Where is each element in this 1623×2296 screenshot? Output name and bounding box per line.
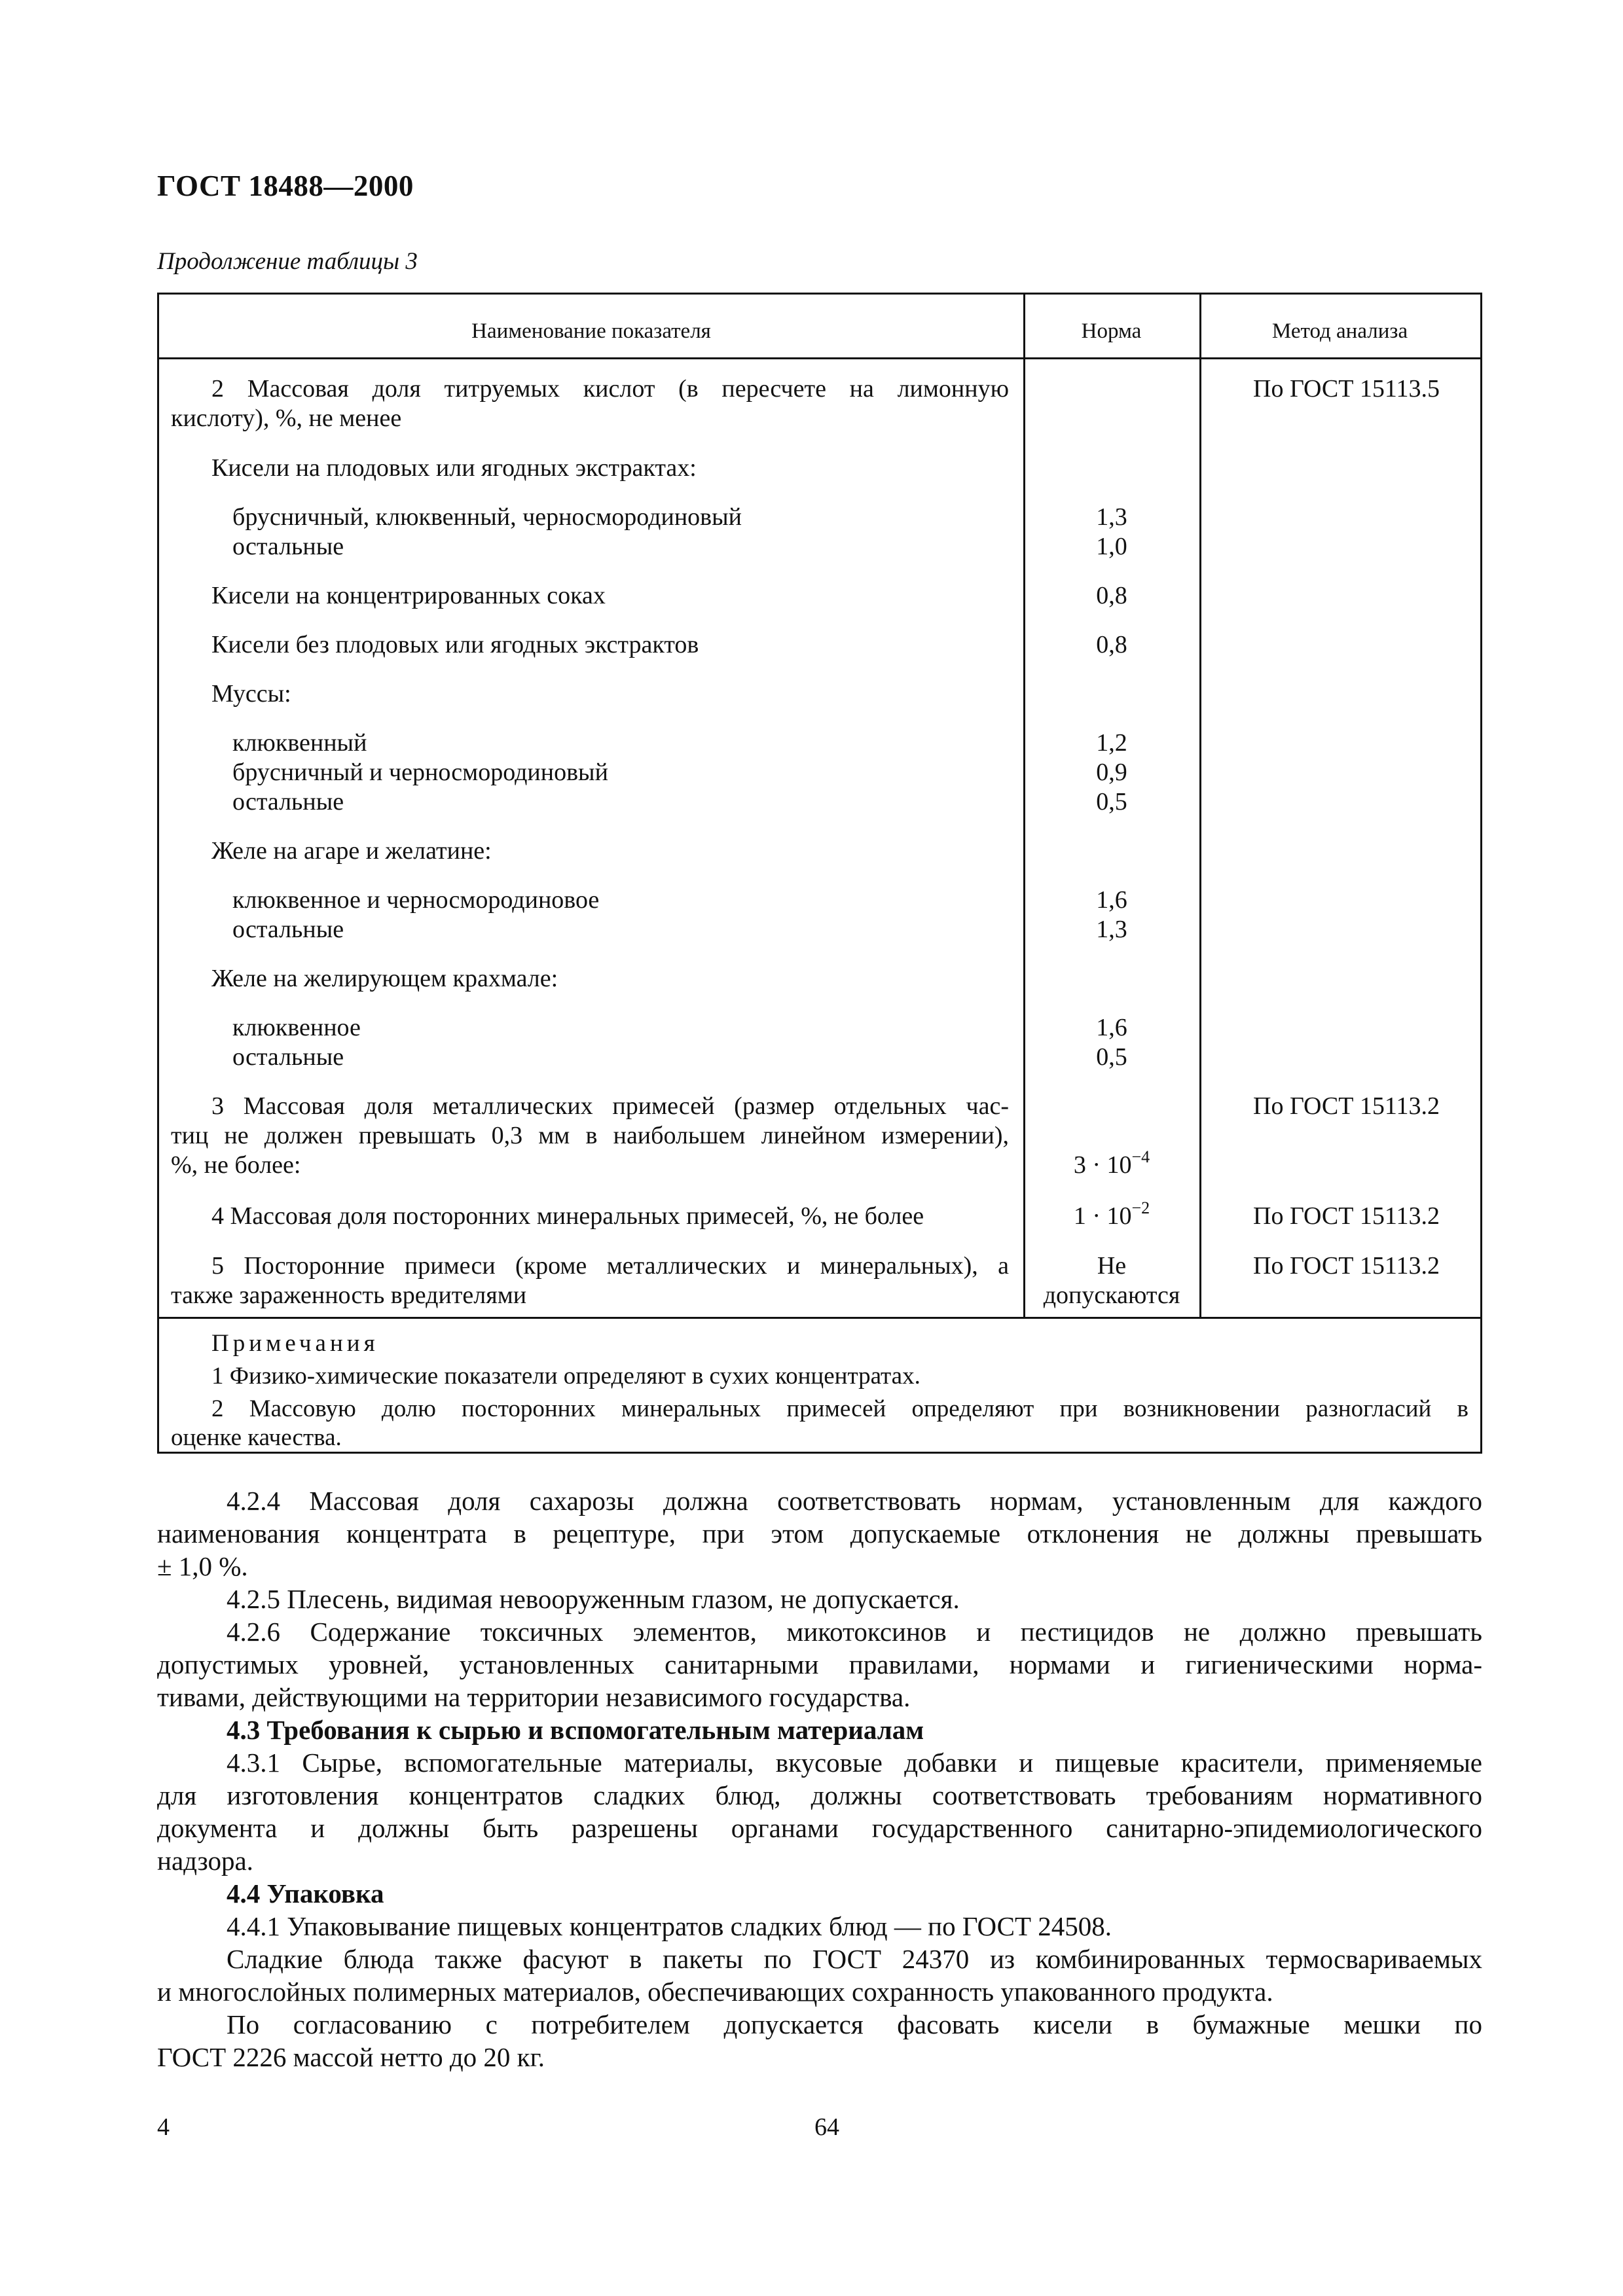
row3-line3: %, не более: (171, 1151, 301, 1179)
row3-method: По ГОСТ 15113.2 (1253, 1092, 1440, 1120)
row2-group1-item-b: остальные (232, 533, 344, 560)
row4-norm (1027, 1198, 1197, 1231)
row2-group5-item-a: клюквенное и черносмородиновое (232, 886, 600, 914)
notes-divider (159, 1317, 1480, 1319)
paragraph-4-2-5: 4.2.5 Плесень, видимая невооруженным глазом, не допускается. (227, 1584, 960, 1614)
paragraph-packaging-line1: Сладкие блюда также фасуют в пакеты по ГОСТ 24370 из комбинированных термосвариваемых (227, 1944, 1482, 1974)
row2-group4-norm-c: 0,5 (1096, 788, 1127, 816)
row2-line2: кислоту), %, не менее (171, 404, 402, 432)
row2-group2: Кисели на концентрированных соках (211, 582, 606, 609)
row3-norm-exponent: −4 (1131, 1147, 1150, 1166)
note-1: 1 Физико-химические показатели определяют в сухих концентратах. (211, 1363, 921, 1390)
row2-group6-item-b: остальные (232, 1043, 344, 1071)
row2-group5-item-b: остальные (232, 916, 344, 943)
paragraph-4-2-6-line3: тивами, действующими на территории независимого государства. (157, 1682, 911, 1712)
row4-norm-base: 1 · 10 (1073, 1202, 1132, 1230)
column-divider (1199, 295, 1201, 1317)
paragraph-4-2-6-line2: допустимых уровней, установленных санитарными правилами, нормами и гигиеническими норма- (157, 1649, 1482, 1679)
row2-group4-item-a: клюквенный (232, 729, 367, 757)
column-header-norm: Норма (1081, 319, 1142, 343)
row5-line2: также зараженность вредителями (171, 1282, 527, 1309)
row2-group6-item-a: клюквенное (232, 1014, 361, 1041)
row2-group4-item-b: брусничный и черносмородиновый (232, 759, 608, 786)
row2-group3: Кисели без плодовых или ягодных экстрактов (211, 631, 699, 658)
body-text (157, 1484, 1482, 2073)
row4-method: По ГОСТ 15113.2 (1253, 1202, 1440, 1230)
row5-norm-line2: допускаются (1043, 1282, 1180, 1309)
row2-group4-norm-a: 1,2 (1096, 729, 1127, 757)
note-2-line1: 2 Массовую долю посторонних минеральных примесей определяют при возникновении разногласий в (211, 1395, 1468, 1422)
column-header-method: Метод анализа (1271, 319, 1408, 343)
row3-norm (1027, 1147, 1197, 1180)
paragraph-4-4-1: 4.4.1 Упаковывание пищевых концентратов сладких блюд — по ГОСТ 24508. (227, 1911, 1112, 1941)
row2-group6: Желе на желирующем крахмале: (211, 965, 558, 992)
row3-norm-base: 3 · 10 (1073, 1151, 1132, 1179)
row2-group4: Муссы: (211, 680, 291, 708)
row2-group5-norm-b: 1,3 (1096, 916, 1127, 943)
row5-method: По ГОСТ 15113.2 (1253, 1252, 1440, 1280)
row2-group1-item-a: брусничный, клюквенный, черносмородиновый (232, 503, 742, 531)
row5-norm-line1: Не (1097, 1252, 1127, 1280)
paragraph-4-2-4-line1: 4.2.4 Массовая доля сахарозы должна соответствовать нормам, установленным для каждого (227, 1486, 1482, 1516)
specification-table (157, 293, 1482, 1454)
paragraph-4-3-1-line3: документа и должны быть разрешены органами государственного санитарно-эпидемиологического (157, 1813, 1482, 1843)
row4-norm-exponent: −2 (1131, 1198, 1150, 1217)
section-heading-4-4: 4.4 Упаковка (227, 1878, 384, 1909)
paragraph-4-3-1-line4: надзора. (157, 1846, 253, 1876)
row3-line2: тиц не должен превышать 0,3 мм в наибольшем линейном измерении), (171, 1122, 1009, 1149)
paragraph-4-2-4-line3: ± 1,0 %. (157, 1551, 248, 1581)
row2-group6-norm-b: 0,5 (1096, 1043, 1127, 1071)
row5-line1: 5 Посторонние примеси (кроме металлических и минеральных), а (211, 1252, 1009, 1280)
row2-group6-norm-a: 1,6 (1096, 1014, 1127, 1041)
row2-group5-norm-a: 1,6 (1096, 886, 1127, 914)
page-number-center: 64 (814, 2113, 839, 2141)
paragraph-4-2-6-line1: 4.2.6 Содержание токсичных элементов, микотоксинов и пестицидов не должно превышать (227, 1617, 1482, 1647)
row2-group4-norm-b: 0,9 (1096, 759, 1127, 786)
paragraph-bags-line2: ГОСТ 2226 массой нетто до 20 кг. (157, 2042, 545, 2072)
paragraph-4-3-1-line2: для изготовления концентратов сладких блюд, должны соответствовать требованиям нормативного (157, 1780, 1482, 1810)
row2-group2-norm: 0,8 (1096, 582, 1127, 609)
header-divider (159, 357, 1480, 359)
table-caption: Продолжение таблицы 3 (157, 248, 418, 275)
document-code: ГОСТ 18488—2000 (157, 170, 414, 202)
row2-group1-norm-a: 1,3 (1096, 503, 1127, 531)
section-heading-4-3: 4.3 Требования к сырью и вспомогательным материалам (227, 1715, 924, 1745)
note-2-line2: оценке качества. (171, 1424, 342, 1451)
paragraph-packaging-line2: и многослойных полимерных материалов, обеспечивающих сохранность упакованного продукта. (157, 1977, 1273, 2007)
row2-group1-norm-b: 1,0 (1096, 533, 1127, 560)
page-number-left: 4 (157, 2113, 170, 2141)
row2-method: По ГОСТ 15113.5 (1253, 375, 1440, 403)
row2-group5: Желе на агаре и желатине: (211, 837, 492, 865)
row2-group1: Кисели на плодовых или ягодных экстрактах: (211, 454, 697, 482)
paragraph-4-2-4-line2: наименования концентрата в рецептуре, при этом допускаемые отклонения не должны превышать (157, 1518, 1482, 1549)
row3-line1: 3 Массовая доля металлических примесей (размер отдельных час- (211, 1092, 1009, 1120)
paragraph-bags-line1: По согласованию с потребителем допускается фасовать кисели в бумажные мешки по (227, 2009, 1482, 2039)
notes-title: Примечания (211, 1330, 379, 1357)
paragraph-4-3-1-line1: 4.3.1 Сырье, вспомогательные материалы, вкусовые добавки и пищевые красители, применяемые (227, 1748, 1482, 1778)
row2-group3-norm: 0,8 (1096, 631, 1127, 658)
column-divider (1023, 295, 1025, 1317)
column-header-indicator: Наименование показателя (471, 319, 711, 343)
row4-line1: 4 Массовая доля посторонних минеральных примесей, %, не более (211, 1202, 924, 1230)
row2-line1: 2 Массовая доля титруемых кислот (в пересчете на лимонную (211, 375, 1009, 403)
row2-group4-item-c: остальные (232, 788, 344, 816)
